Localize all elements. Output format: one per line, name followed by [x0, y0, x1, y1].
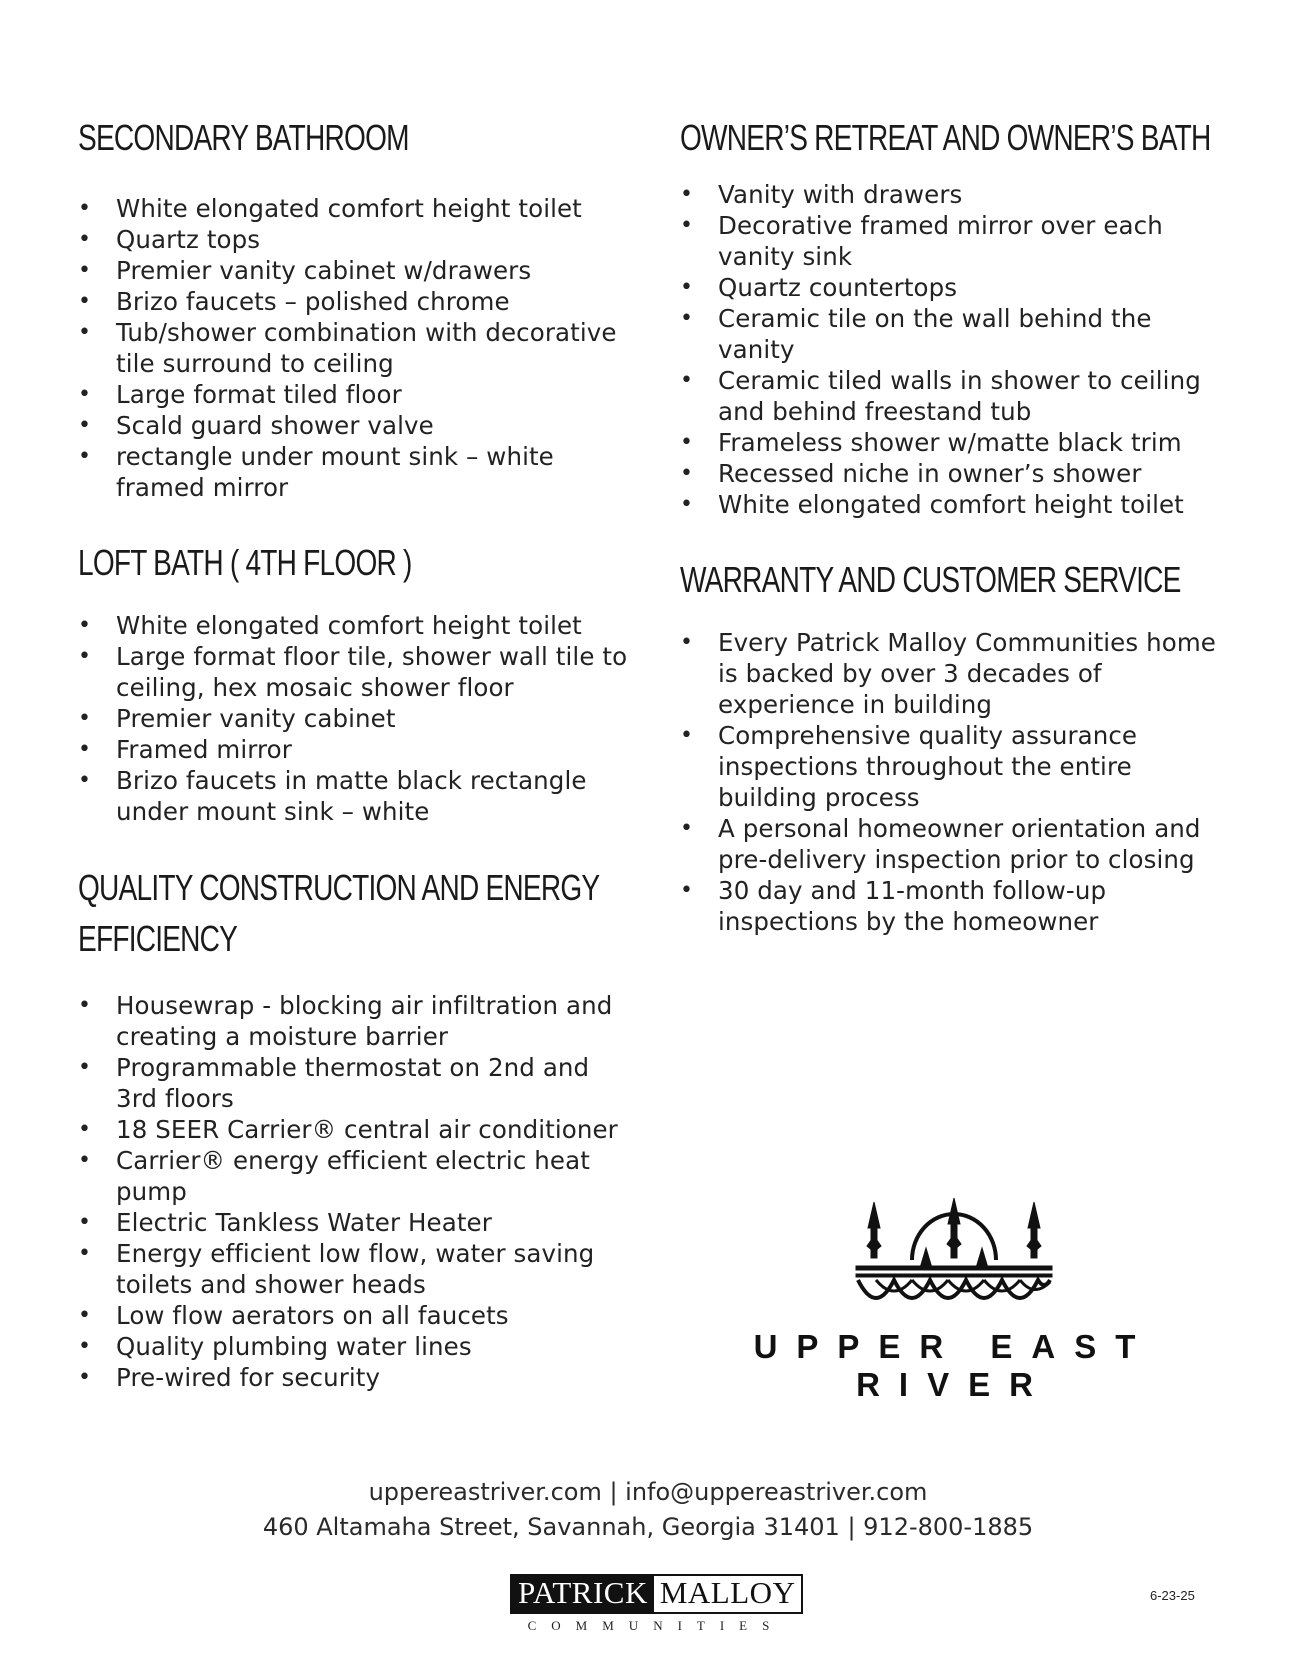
- patrick-malloy-logo: [510, 1574, 796, 1634]
- section-title-secondary-bathroom: SECONDARY BATHROOM: [78, 117, 409, 158]
- upper-east-river-logo: [680, 1190, 1228, 1320]
- list-item: • Energy efficient low flow, water saving toilets and shower heads: [78, 1238, 638, 1300]
- list-item: • Pre-wired for security: [78, 1362, 638, 1393]
- list-item: • Comprehensive quality assurance inspections throughout the entire building process: [680, 720, 1220, 813]
- section-title-line: EFFICIENCY: [78, 918, 238, 959]
- list-item: • Premier vanity cabinet: [78, 703, 638, 734]
- contact-address-phone: 460 Altamaha Street, Savannah, Georgia 31401 | 912-800-1885: [262, 1513, 1034, 1541]
- brand-name: UPPER EAST RIVER: [753, 1328, 1155, 1403]
- list-item: • Ceramic tile on the wall behind the vanity: [680, 303, 1220, 365]
- list-item: • Decorative framed mirror over each vanity sink: [680, 210, 1220, 272]
- list-item: • Large format floor tile, shower wall tile to ceiling, hex mosaic shower floor: [78, 641, 638, 703]
- section-title-line: QUALITY CONSTRUCTION AND ENERGY: [78, 867, 600, 908]
- contact-web-email: uppereastriver.com | info@uppereastriver.com: [368, 1478, 928, 1506]
- list-item: • 30 day and 11-month follow-up inspections by the homeowner: [680, 875, 1220, 937]
- list-item: • rectangle under mount sink – white framed mirror: [78, 441, 638, 503]
- warranty-list: [680, 627, 1220, 937]
- list-item: • Brizo faucets in matte black rectangle under mount sink – white: [78, 765, 638, 827]
- list-item: • Carrier® energy efficient electric heat pump: [78, 1145, 638, 1207]
- list-item: • White elongated comfort height toilet: [78, 193, 638, 224]
- list-item: • Large format tiled floor: [78, 379, 638, 410]
- document-date: 6-23-25: [1150, 1588, 1195, 1603]
- pm-wordmark: [510, 1574, 803, 1614]
- pm-wordmark-part2: MALLOY: [654, 1576, 802, 1612]
- section-title-quality-construction: [78, 862, 637, 964]
- list-item: • Brizo faucets – polished chrome: [78, 286, 638, 317]
- left-column: [78, 112, 638, 1393]
- list-item: • Vanity with drawers: [680, 179, 1220, 210]
- list-item: • Recessed niche in owner’s shower: [680, 458, 1220, 489]
- owners-retreat-list: [680, 179, 1220, 520]
- quality-construction-list: [78, 990, 638, 1393]
- section-title-owners-retreat: OWNER’S RETREAT AND OWNER’S BATH: [680, 117, 1211, 158]
- list-item: • A personal homeowner orientation and pre-delivery inspection prior to closing: [680, 813, 1220, 875]
- gate-emblem-icon: [854, 1190, 1054, 1320]
- list-item: • Programmable thermostat on 2nd and 3rd floors: [78, 1052, 638, 1114]
- list-item: • White elongated comfort height toilet: [78, 610, 638, 641]
- list-item: • White elongated comfort height toilet: [680, 489, 1220, 520]
- list-item: • Frameless shower w/matte black trim: [680, 427, 1220, 458]
- list-item: • Ceramic tiled walls in shower to ceiling and behind freestand tub: [680, 365, 1220, 427]
- pm-wordmark-part1: PATRICK: [512, 1576, 654, 1612]
- list-item: • Housewrap - blocking air infiltration and creating a moisture barrier: [78, 990, 638, 1052]
- list-item: • Quartz tops: [78, 224, 638, 255]
- list-item: • Low flow aerators on all faucets: [78, 1300, 638, 1331]
- list-item: • Scald guard shower valve: [78, 410, 638, 441]
- secondary-bathroom-list: [78, 193, 638, 503]
- list-item: • 18 SEER Carrier® central air conditioner: [78, 1114, 638, 1145]
- section-title-warranty: WARRANTY AND CUSTOMER SERVICE: [680, 559, 1181, 600]
- pm-subtitle: COMMUNITIES: [527, 1618, 785, 1633]
- list-item: • Electric Tankless Water Heater: [78, 1207, 638, 1238]
- list-item: • Every Patrick Malloy Communities home is backed by over 3 decades of experience in building: [680, 627, 1220, 720]
- list-item: • Quality plumbing water lines: [78, 1331, 638, 1362]
- loft-bath-list: [78, 610, 638, 827]
- right-column: [680, 112, 1220, 937]
- list-item: • Quartz countertops: [680, 272, 1220, 303]
- section-title-loft-bath: LOFT BATH ( 4TH FLOOR ): [78, 542, 412, 583]
- list-item: • Premier vanity cabinet w/drawers: [78, 255, 638, 286]
- list-item: • Tub/shower combination with decorative tile surround to ceiling: [78, 317, 638, 379]
- list-item: • Framed mirror: [78, 734, 638, 765]
